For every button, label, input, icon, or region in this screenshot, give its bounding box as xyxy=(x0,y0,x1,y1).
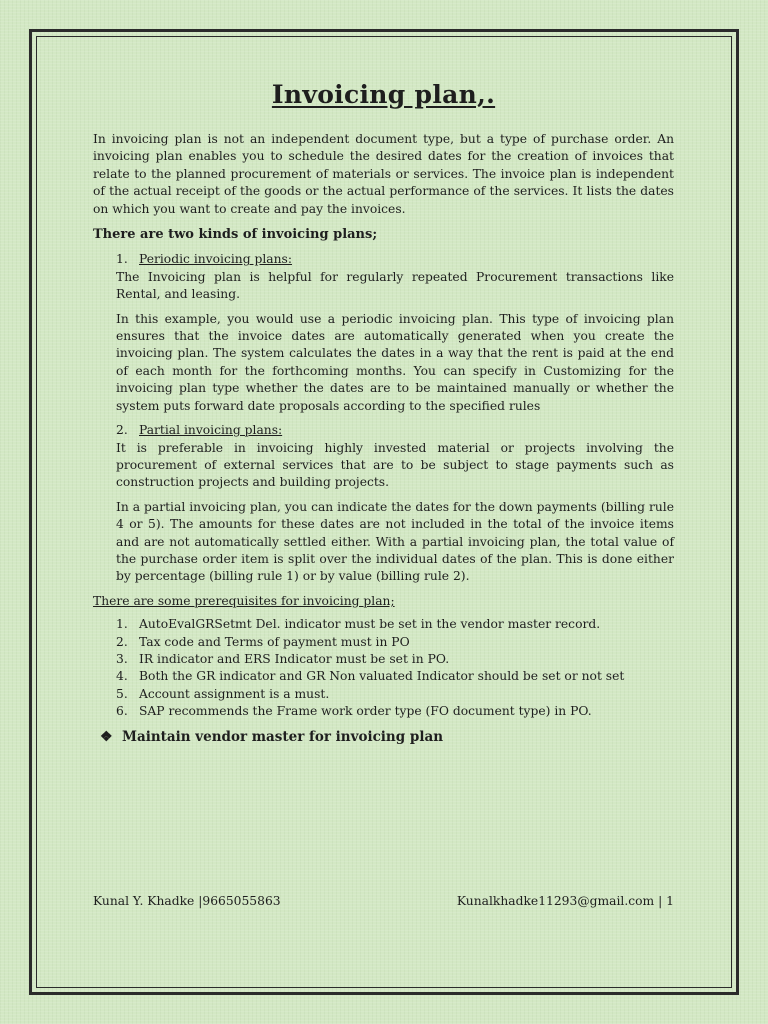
list-text: Both the GR indicator and GR Non valuated Indicator should be set or not set xyxy=(139,669,625,684)
section-title xyxy=(116,251,674,268)
list-number: 4. xyxy=(116,669,128,684)
intro-paragraph: In invoicing plan is not an independent document type, but a type of purchase order. An invoicing plan enables you to schedule the desired dates for the creation of invoices that relate to the planned procurement of materials or services. The invoice plan is independent of the actual receipt of the goods or the actual performance of the services. It lists the dates on which you want to create and pay the invoices. xyxy=(93,132,674,216)
section-title-text: Partial invoicing plans: xyxy=(139,423,283,438)
list-text: AutoEvalGRSetmt Del. indicator must be set in the vendor master record. xyxy=(139,617,601,632)
list-item xyxy=(116,686,674,703)
list-item xyxy=(116,616,674,633)
prereq-heading: There are some prerequisites for invoicing plan; xyxy=(93,593,395,608)
section-partial xyxy=(116,422,674,586)
section-paragraph: In a partial invoicing plan, you can indicate the dates for the down payments (billing rule 4 or 5). The amounts for these dates are not included in the total of the invoice items and are not automatically settled either. With a partial invoicing plan, the total value of the purchase order item is split over the individual dates of the plan. This is done either by percentage (billing rule 1) or by value (billing rule 2). xyxy=(116,499,674,584)
list-number: 5. xyxy=(116,686,128,701)
list-number: 6. xyxy=(116,704,128,719)
kinds-heading: There are two kinds of invoicing plans; xyxy=(93,227,378,243)
section-paragraph: The Invoicing plan is helpful for regularly repeated Procurement transactions like Rental, and leasing. xyxy=(116,269,674,302)
document-body xyxy=(93,80,674,745)
list-text: Tax code and Terms of payment must in PO xyxy=(139,634,410,649)
list-number: 2. xyxy=(116,634,128,649)
list-number: 1. xyxy=(116,617,128,632)
section-paragraph: It is preferable in invoicing highly invested material or projects involving the procurement of external services that are to be subject to stage payments such as construction projects and building projects. xyxy=(116,440,674,490)
section-title xyxy=(116,422,674,439)
list-item xyxy=(116,703,674,720)
page-title: Invoicing plan,. xyxy=(271,80,496,109)
section-number: 2. xyxy=(116,423,128,438)
footer-author: Kunal Y. Khadke |9665055863 xyxy=(93,894,281,908)
section-title-text: Periodic invoicing plans: xyxy=(139,252,292,267)
list-item xyxy=(116,634,674,651)
list-item xyxy=(116,668,674,685)
page-footer xyxy=(93,894,674,908)
maintain-text: Maintain vendor master for invoicing plan xyxy=(122,728,444,745)
list-text: Account assignment is a must. xyxy=(139,686,330,701)
prereq-list xyxy=(93,616,674,720)
section-paragraph: In this example, you would use a periodic invoicing plan. This type of invoicing plan ensures that the invoice dates are automatically generated when you create the invoicing plan. The system calculates the dates in a way that the rent is paid at the end of each month for the forthcoming months. You can specify in Customizing for the invoicing plan type whether the dates are to be maintained manually or whether the system puts forward date proposals according to the specified rules xyxy=(116,311,674,413)
section-periodic xyxy=(116,251,674,415)
list-text: IR indicator and ERS Indicator must be set in PO. xyxy=(139,651,450,666)
list-number: 3. xyxy=(116,651,128,666)
diamond-bullet-icon: ❖ xyxy=(100,728,113,745)
section-number: 1. xyxy=(116,252,128,267)
list-item xyxy=(116,651,674,668)
list-text: SAP recommends the Frame work order type (FO document type) in PO. xyxy=(139,704,592,719)
maintain-heading xyxy=(100,729,674,745)
footer-email-page: Kunalkhadke11293@gmail.com | 1 xyxy=(456,894,674,908)
